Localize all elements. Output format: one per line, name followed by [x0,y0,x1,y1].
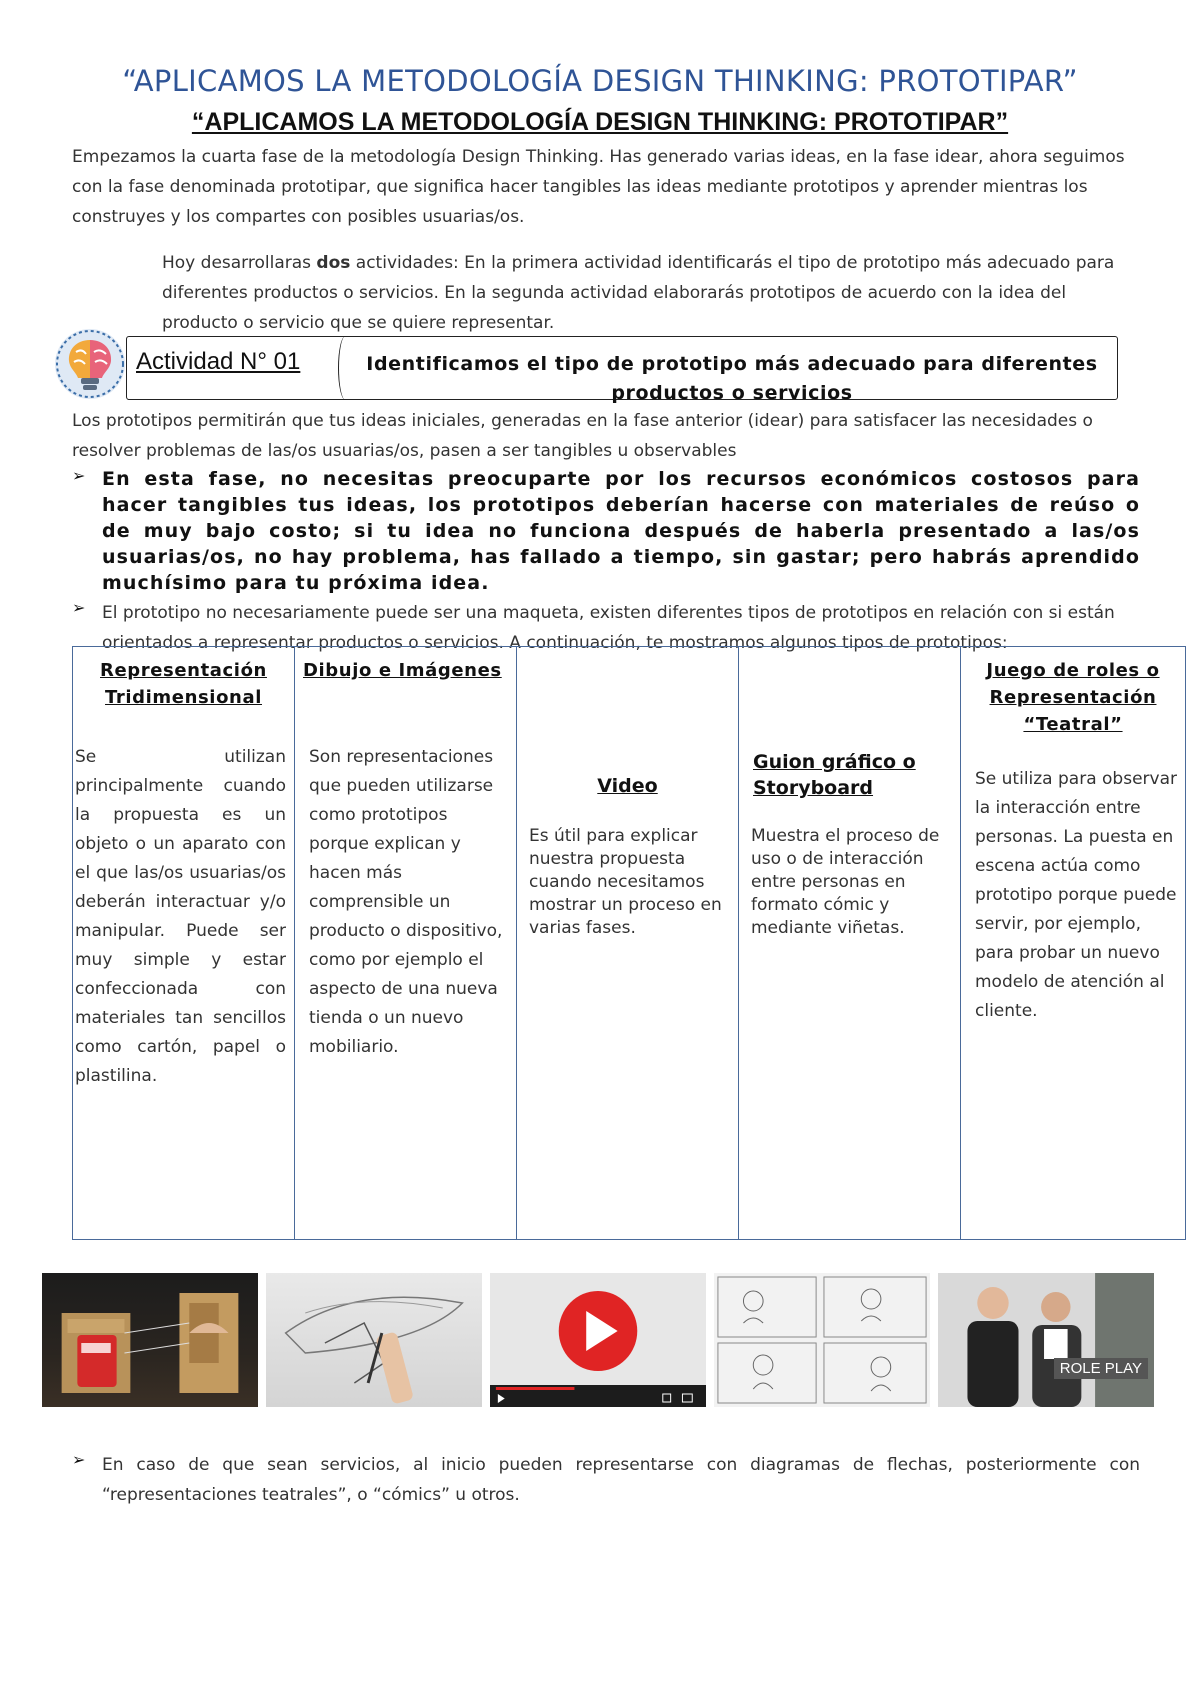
bullet-text: El prototipo no necesariamente puede ser una maqueta, existen diferentes tipos de prototipos en relación con si están orientados a representar productos o servicios. A continuación, te mostramos algunos tipos de prototipos: [102,603,1115,653]
table-column [739,647,961,1239]
column-heading: Dibujo e Imágenes [303,660,502,681]
column-heading: Representación Tridimensional [100,660,267,708]
column-body: Se utilizan principalmente cuando la propuesta es un objeto o un aparato con el que las/os usuarias/os deberán interactuar y/o manipular. Puede ser muy simple y estar confeccionada con materiales tan sencillos como cartón, papel o plastilina. [75,747,286,1086]
activity-title: Identificamos el tipo de prototipo más adecuado para diferentes productos o servicios [366,353,1098,404]
table-column [517,647,739,1239]
sketch-drawing-image [266,1273,482,1407]
activities-paragraph [162,248,1132,338]
arrow-bullet-icon: ➢ [72,466,86,485]
column-body: Es útil para explicar nuestra propuesta cuando necesitamos mostrar un proceso en varias fases. [529,826,722,938]
bullet-text: En esta fase, no necesitas preocuparte por los recursos económicos costosos para hacer tangibles tus ideas, los prototipos deberían hacerse con materiales de reúso o de muy bajo costo; si tu idea no funciona después de haberla presentado a las/os usuarias/os, no hay problema, has fallado a tiempo, sin gastar; pero habrás aprendido muchísimo para tu próxima idea. [102,468,1140,594]
prototype-types-table [72,646,1186,1240]
table-column [73,647,295,1239]
column-body: Se utiliza para observar la interacción entre personas. La puesta en escena actúa como prototipo porque puede servir, por ejemplo, para probar un nuevo modelo de atención al cliente. [975,769,1177,1021]
storyboard-image [714,1273,930,1407]
intro-paragraph: Empezamos la cuarta fase de la metodología Design Thinking. Has generado varias ideas, en la fase idear, ahora seguimos con la fase denominada prototipar, que significa hacer tangibles las ideas mediante prototipos y aprender mientras los construyes y los compartes con posibles usuarias/os. [72,147,1125,227]
activity-label: Actividad N° 01 [136,348,301,375]
role-play-caption: ROLE PLAY [1054,1358,1148,1379]
activities-text-after: actividades: En la primera actividad identificarás el tipo de prototipo más adecuado para diferentes productos o servicios. En la segunda actividad elaborarás prototipos de acuerdo con la idea del producto o servicio que se quiere representar. [162,253,1115,333]
page-subtitle: “APLICAMOS LA METODOLOGÍA DESIGN THINKING: PROTOTIPAR” [191,108,1009,136]
table-column [961,647,1185,1239]
column-body: Muestra el proceso de uso o de interacción entre personas en formato cómic y mediante viñetas. [751,826,940,938]
video-player-image [490,1273,706,1407]
role-play-image [938,1273,1154,1407]
column-heading: Guion gráfico o Storyboard [753,751,916,799]
page-title: “APLICAMOS LA METODOLOGÍA DESIGN THINKING: PROTOTIPAR” [122,64,1078,98]
cardboard-prototype-image [42,1273,258,1407]
bullet-item-low-cost [72,466,1140,596]
prototype-examples-images [42,1273,1154,1407]
bullet-text: En caso de que sean servicios, al inicio pueden representarse con diagramas de flechas, posteriormente con “representaciones teatrales”, o “cómics” u otros. [102,1455,1140,1505]
column-heading: Video [597,775,658,797]
table-column [295,647,517,1239]
arrow-bullet-icon: ➢ [72,598,86,617]
arrow-bullet-icon: ➢ [72,1450,86,1469]
brain-lightbulb-icon [52,326,128,402]
column-heading: Juego de roles o Representación “Teatral” [986,660,1160,735]
bullet-item-services [72,1450,1140,1510]
prototypes-intro: Los prototipos permitirán que tus ideas iniciales, generadas en la fase anterior (idear) para satisfacer las necesidades o resolver problemas de las/os usuarias/os, pasen a ser tangibles u observables [72,411,1093,461]
activities-count: dos [316,253,351,273]
column-body: Son representaciones que pueden utilizarse como prototipos porque explican y hacen más comprensible un producto o dispositivo, como por ejemplo el aspecto de una nueva tienda o un nuevo mobiliario. [309,747,503,1057]
activities-text-before: Hoy desarrollaras [162,253,317,273]
